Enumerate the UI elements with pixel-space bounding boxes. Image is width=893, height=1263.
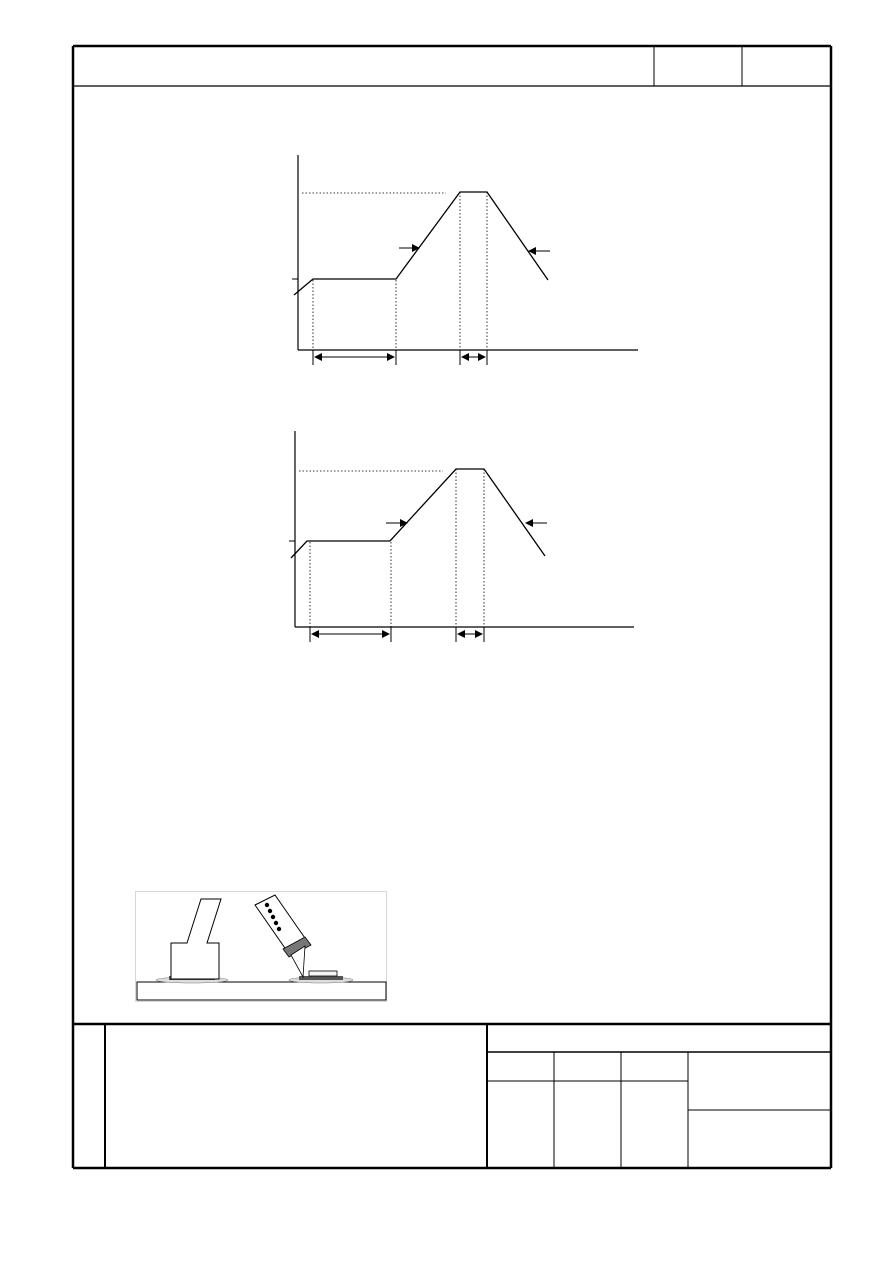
title-block (73, 1024, 831, 1168)
axes (295, 431, 634, 627)
reflow-profile-chart-2 (277, 428, 647, 650)
axes (298, 155, 638, 350)
temperature-curve (294, 192, 548, 295)
header-row (73, 46, 831, 86)
circuit-board (137, 982, 386, 1000)
rework-illustration (135, 891, 387, 1003)
temperature-curve (291, 469, 545, 558)
guide-lines (302, 192, 487, 350)
guide-lines (299, 469, 484, 627)
reflow-profile-chart-1 (280, 150, 650, 372)
